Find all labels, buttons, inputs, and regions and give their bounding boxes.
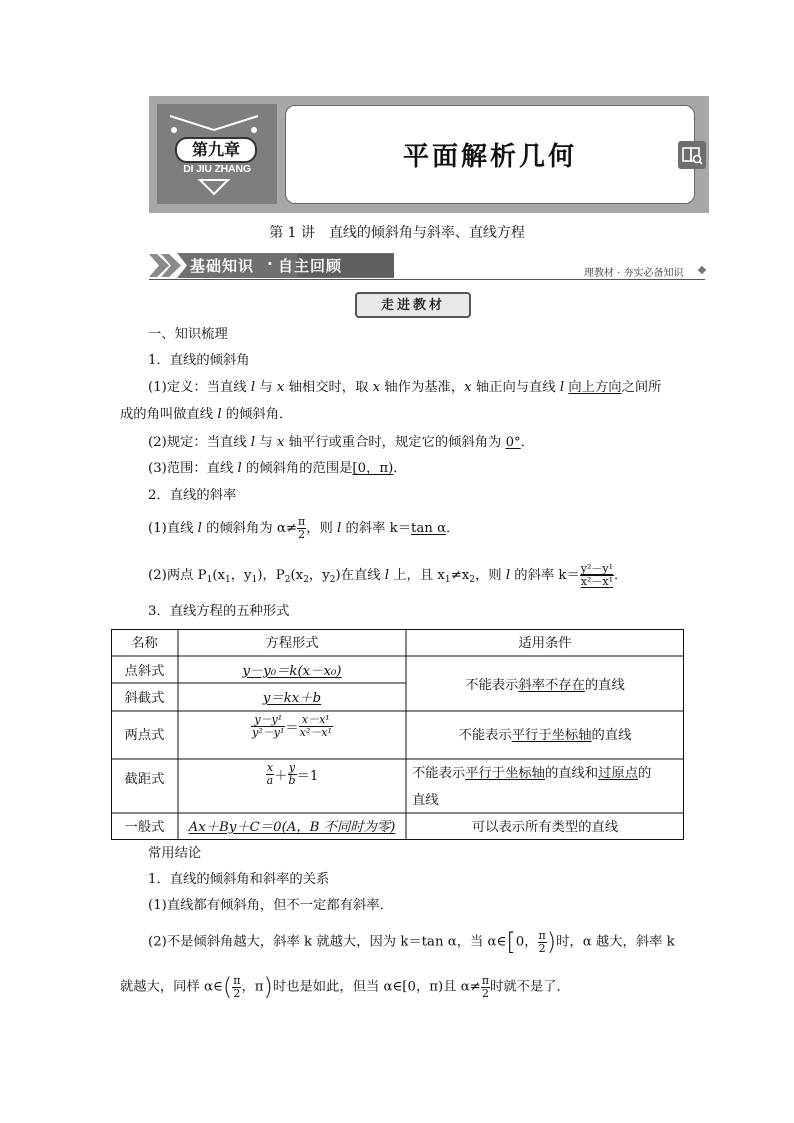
section-divider — [149, 279, 705, 280]
slope-line-2: (2)两点 $P_1(x_1$，$y_1$)，$P_2(x_2$，$y_2$)在直线 l 上，且 $x_1\ne x_2$，则 l 的斜率 k＝ $\frac{\text{y²－y¹}}{\text{x²－x¹}}$ ． — [148, 562, 628, 588]
definition-line-2: 成的角叫做直线 l 的倾斜角． — [120, 407, 293, 422]
rule-line: (2)规定：当直线 l 与 x 轴平行或重合时，规定它的倾斜角为 0°． — [148, 435, 534, 450]
heading-forms: 3．直线方程的五种形式 — [148, 604, 290, 619]
table-row-name: 截距式 — [124, 772, 165, 787]
table-row-condition: 不能表示平行于坐标轴的直线 — [458, 728, 632, 743]
table-row-name: 点斜式 — [124, 664, 165, 679]
chapter-label: 第九章 — [175, 137, 257, 163]
table-row-form: $\frac{\text{y－y¹}}{\text{y²－y¹}}$ ＝ $\frac{\text{x－x¹}}{\text{x²－x¹}}$ — [252, 713, 332, 739]
section-label-review: 自主回顾 — [278, 257, 343, 275]
table-row-form: y－y₀＝k(x－x₀) — [242, 664, 342, 679]
badge-chevron-top-icon — [166, 112, 262, 136]
conclusion-paragraph-3: 就越大，同样 α∈( $\frac{\pi}{2}$ ，π)时也是如此，但当 α∈[0，π)且 α≠ $\frac{\pi}{2}$ 时就不是了． — [120, 973, 570, 1001]
badge-triangle-down-icon — [196, 178, 232, 196]
conclusion-paragraph-1: (1)直线都有倾斜角，但不一定都有斜率． — [148, 898, 393, 913]
subsection-tag-label: 走进教材 — [380, 298, 445, 313]
section-label-basic: 基础知识 — [190, 257, 255, 275]
lecture-title: 第 1 讲 直线的倾斜角与斜率、直线方程 — [269, 225, 525, 241]
table-row-condition: 可以表示所有类型的直线 — [471, 820, 619, 835]
table-row-condition: 不能表示斜率不存在的直线 — [465, 678, 625, 693]
table-row-condition: 不能表示平行于坐标轴的直线和过原点的 直线 — [412, 766, 652, 808]
range-line: (3)范围：直线 l 的倾斜角的范围是[0，π)． — [148, 461, 407, 476]
table-header-condition: 适用条件 — [518, 636, 572, 651]
section-dot: · — [267, 255, 273, 273]
heading-slope: 2．直线的斜率 — [148, 488, 237, 503]
table-row-form: y＝kx＋b — [262, 691, 322, 706]
conclusions-heading-1: 1．直线的倾斜角和斜率的关系 — [148, 872, 330, 887]
table-header-form: 方程形式 — [265, 636, 319, 651]
table-row-form: Ax＋By＋C＝0(A，B 不同时为零) — [188, 820, 396, 835]
conclusion-paragraph-2: (2)不是倾斜角越大，斜率 k 就越大，因为 k＝tan α，当 α∈[0， $\frac{\pi}{2}$ )时，α 越大，斜率 k — [148, 928, 675, 956]
slope-line-1: (1)直线 l 的倾斜角为 α≠ $\frac{\pi}{2}$ ，则 l 的斜率 k＝tan α． — [148, 515, 460, 541]
section-subtitle: 理教材 · 夯实必备知识 — [584, 268, 684, 279]
diamond-icon — [698, 266, 706, 274]
table-row-name: 斜截式 — [124, 691, 165, 706]
heading-knowledge: 一、知识梳理 — [148, 327, 228, 342]
conclusions-title: 常用结论 — [148, 846, 202, 861]
table-row-form: $\frac{x}{a}$ ＋ $\frac{y}{b}$ ＝1 — [266, 761, 319, 787]
chapter-title: 平面解析几何 — [402, 142, 577, 172]
definition-line-1: (1)定义：当直线 l 与 x 轴相交时，取 x 轴作为基准，x 轴正向与直线 l 向上方向之间所 — [148, 380, 662, 395]
book-search-icon — [678, 141, 706, 169]
heading-inclination: 1．直线的倾斜角 — [148, 353, 250, 368]
table-header-name: 名称 — [131, 636, 158, 651]
table-row-name: 两点式 — [124, 728, 165, 743]
table-row-name: 一般式 — [124, 820, 165, 835]
chapter-subtitle: DI JIU ZHANG — [183, 163, 251, 175]
